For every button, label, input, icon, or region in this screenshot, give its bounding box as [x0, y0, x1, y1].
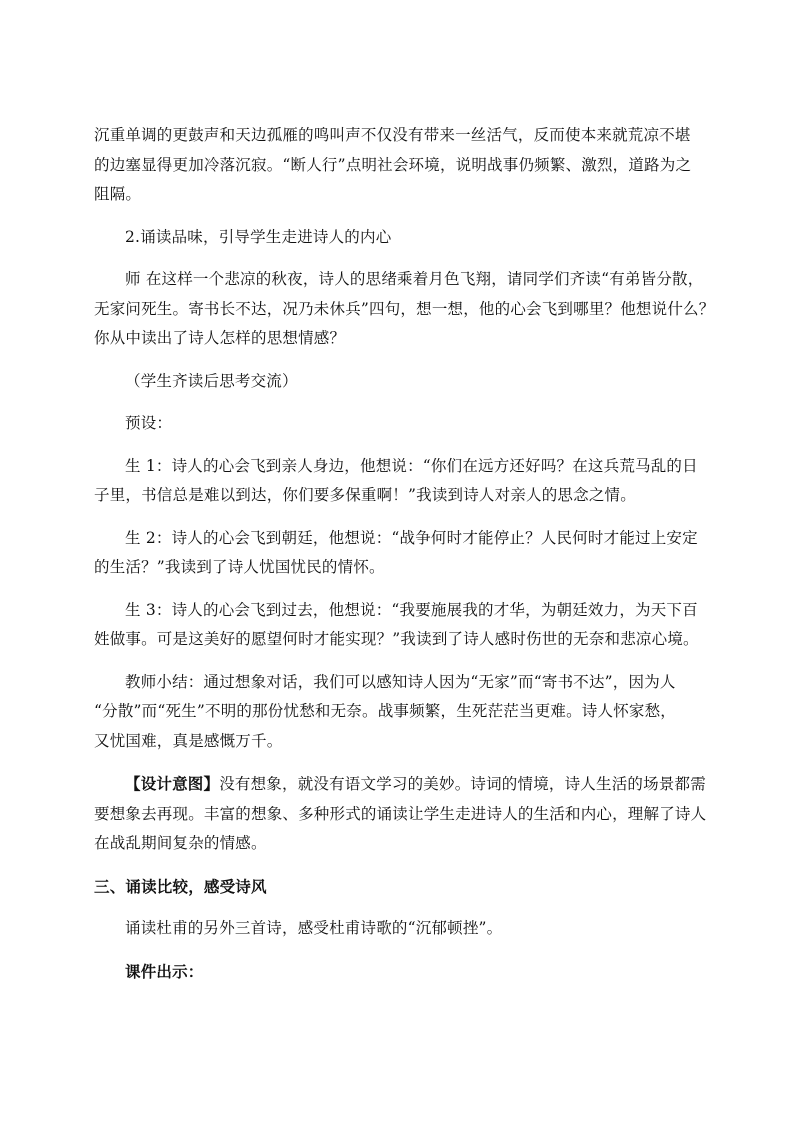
- text-line: 沉重单调的更鼓声和天边孤雁的鸣叫声不仅没有带来一丝活气，反而使本来就荒凉不堪: [94, 126, 691, 144]
- section-heading: [94, 872, 706, 902]
- text-line: 教师小结：通过想象对话，我们可以感知诗人因为“无家”而“寄书不达”，因为人: [125, 672, 676, 691]
- text-line: 2.诵读品味，引导学生走进诗人的内心: [125, 227, 392, 246]
- text-line: 子里，书信总是难以到达，你们要多保重啊！”我读到诗人对亲人的思念之情。: [94, 486, 636, 504]
- teacher-summary: [94, 668, 706, 757]
- student-answer-1: [94, 452, 706, 511]
- text-line: [94, 769, 706, 800]
- student-answer-3: [94, 596, 706, 655]
- text-line: 生 2：诗人的心会飞到朝廷，他想说：“战争何时才能停止？人民何时才能过上安定: [125, 528, 698, 547]
- student-activity-note: [94, 367, 706, 397]
- text-line: 在战乱期间复杂的情感。: [94, 834, 267, 852]
- text-line: “分散”而“死生”不明的那份忧愁和无奈。战事频繁，生死茫茫当更难。诗人怀家愁，: [94, 702, 676, 720]
- text-line: 三、诵读比较，感受诗风: [94, 876, 267, 896]
- courseware-label: [94, 957, 706, 987]
- text-line: 生 1：诗人的心会飞到亲人身边，他想说：“你们在远方还好吗？在这兵荒马乱的日: [125, 456, 698, 475]
- text-line: 姓做事。可是这美好的愿望何时才能实现？”我读到了诗人感时伤世的无奈和悲凉心境。: [94, 630, 699, 648]
- preset-label: [94, 409, 706, 439]
- text-line-segment: 没有想象，就没有语文学习的美妙。诗词的情境，诗人生活的场景都需: [219, 775, 706, 793]
- section-subheading: [94, 223, 706, 253]
- text-line: 的生活？”我读到了诗人忧国忧民的情怀。: [94, 558, 385, 576]
- paragraph-continued-analysis: [94, 121, 706, 210]
- design-intent-label: 【设计意图】: [125, 774, 220, 793]
- text-line: 师 在这样一个悲凉的秋夜，诗人的思绪乘着月色飞翔，请同学们齐读“有弟皆分散，: [125, 270, 704, 288]
- text-line: 课件出示：: [125, 961, 204, 981]
- document-body: [94, 121, 715, 999]
- text-line: 你从中读出了诗人怎样的思想情感？: [94, 329, 346, 347]
- text-line: 诵读杜甫的另外三首诗，感受杜甫诗歌的“沉郁顿挫”。: [125, 919, 503, 937]
- text-line: 无家问死生。寄书长不达，况乃未休兵”四句，想一想，他的心会飞到哪里？他想说什么？: [94, 299, 715, 318]
- reading-instruction: [94, 914, 706, 944]
- text-line: 预设：: [125, 414, 173, 432]
- design-intent-paragraph: [94, 769, 706, 859]
- teacher-question-paragraph: [94, 265, 715, 354]
- text-line: 要想象去再现。丰富的想象、多种形式的诵读让学生走进诗人的生活和内心，理解了诗人: [94, 804, 707, 823]
- student-answer-2: [94, 524, 706, 583]
- text-line: 又忧国难，真是感慨万千。: [94, 731, 283, 750]
- text-line: （学生齐读后思考交流）: [125, 371, 298, 390]
- text-line: 生 3：诗人的心会飞到过去，他想说：“我要施展我的才华，为朝廷效力，为天下百: [125, 600, 698, 619]
- text-line: 的边塞显得更加冷落沉寂。“断人行”点明社会环境，说明战事仍频繁、激烈，道路为之: [94, 155, 692, 174]
- text-line: 阻隔。: [94, 185, 142, 203]
